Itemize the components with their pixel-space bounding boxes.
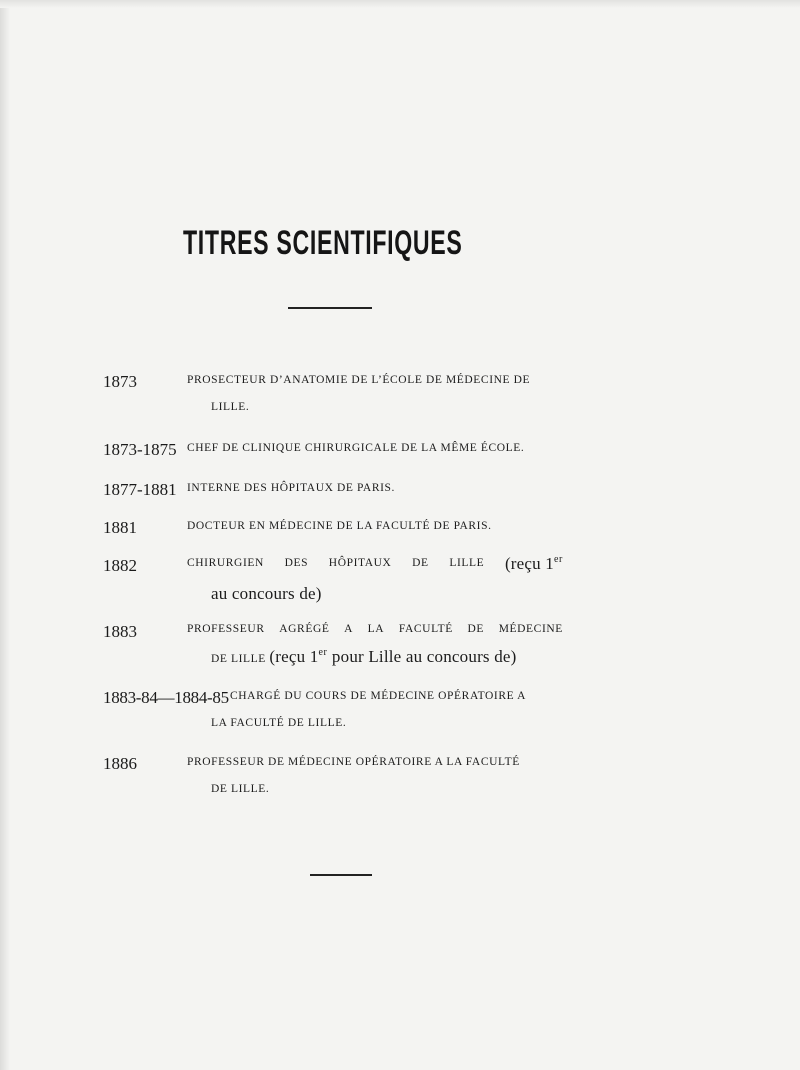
entry-word: PROFESSEUR xyxy=(187,623,265,635)
entry-description xyxy=(187,749,563,803)
entry-description xyxy=(187,616,563,673)
page-edge-shadow xyxy=(0,0,10,1070)
entry-line: DE LILLE. xyxy=(211,783,270,795)
entry-caps: DE LILLE xyxy=(211,653,266,665)
entry-line: LA FACULTÉ DE LILLE. xyxy=(211,717,347,729)
entry-note: au concours de) xyxy=(211,584,322,603)
entry-line: LILLE. xyxy=(211,401,250,413)
page-edge-shadow-top xyxy=(0,0,800,8)
entry-line xyxy=(187,550,563,580)
entry-word: LILLE xyxy=(449,557,485,569)
entry-word: DES xyxy=(284,557,309,569)
entry-description xyxy=(211,683,563,737)
entry-description xyxy=(187,435,563,462)
entry-year: 1882 xyxy=(103,556,137,575)
entry-description xyxy=(187,367,563,421)
entry-description xyxy=(187,475,563,502)
entry-description xyxy=(187,513,563,540)
entry-word: MÉDECINE xyxy=(498,623,563,635)
entry-word: DE xyxy=(467,623,485,635)
entry-note: (reçu 1er xyxy=(504,554,563,573)
closing-divider xyxy=(310,874,372,876)
entry-word: FACULTÉ xyxy=(398,623,453,635)
entry-note: (reçu 1 xyxy=(269,647,319,666)
entry-word: A xyxy=(344,623,354,635)
entry-word: LA xyxy=(367,623,385,635)
entry-description xyxy=(187,550,563,610)
entry-line xyxy=(187,580,563,610)
entry-year: 1881 xyxy=(103,518,137,537)
entry-year: 1883-84—1884-85 xyxy=(103,688,229,707)
entry-line: DOCTEUR EN MÉDECINE DE LA FACULTÉ DE PARIS. xyxy=(187,520,492,532)
entry-year: 1883 xyxy=(103,622,137,641)
ordinal-superscript: er xyxy=(554,554,563,565)
ordinal-superscript: er xyxy=(318,647,328,658)
entry-line: INTERNE DES HÔPITAUX DE PARIS. xyxy=(187,482,396,494)
page-title: TITRES SCIENTIFIQUES xyxy=(183,224,463,262)
entry-line: CHARGÉ DU COURS DE MÉDECINE OPÉRATOIRE A xyxy=(230,690,526,702)
entry-note: pour Lille au concours de) xyxy=(327,647,517,666)
entry-word: CHIRURGIEN xyxy=(187,557,264,569)
entry-word: DE xyxy=(412,557,429,569)
entry-year: 1873 xyxy=(103,372,137,391)
entry-line: PROSECTEUR D’ANATOMIE DE L’ÉCOLE DE MÉDECINE DE xyxy=(187,374,531,386)
title-divider xyxy=(288,307,372,309)
entry-line xyxy=(187,616,563,643)
entry-line xyxy=(187,643,563,673)
entry-line: PROFESSEUR DE MÉDECINE OPÉRATOIRE A LA FACULTÉ xyxy=(187,756,520,768)
entry-word: AGRÉGÉ xyxy=(279,623,330,635)
entry-year: 1873-1875 xyxy=(103,440,177,459)
entry-year: 1886 xyxy=(103,754,137,773)
entry-word: HÔPITAUX xyxy=(328,557,392,569)
entry-line: CHEF DE CLINIQUE CHIRURGICALE DE LA MÊME ÉCOLE. xyxy=(187,442,525,454)
entry-year: 1877-1881 xyxy=(103,480,177,499)
